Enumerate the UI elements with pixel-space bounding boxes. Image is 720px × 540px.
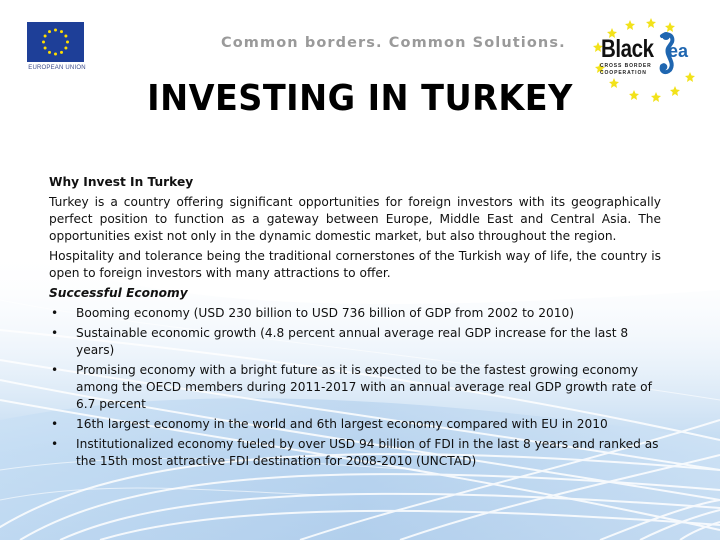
section-subheading: Successful Economy — [49, 286, 188, 300]
list-item-text: Promising economy with a bright future as it is expected to be the fastest growing economy among the OECD members during 2011-2017 with an annual average real GDP growth rate of 6.7 percent — [76, 363, 652, 411]
eu-label: EUROPEAN UNION — [28, 65, 86, 71]
bullet-icon: • — [51, 417, 59, 431]
list-item — [49, 416, 661, 433]
tagline: Common borders. Common Solutions. — [221, 35, 566, 51]
logo-subtitle — [600, 63, 652, 77]
logo-subtitle-line2: COOPERATION — [600, 70, 647, 76]
list-item-text: Institutionalized economy fueled by over USD 94 billion of FDI in the last 8 years and ranked as the 15th most attractive FDI destination for 2008-2010 (UNCTAD) — [76, 437, 659, 468]
list-item — [49, 305, 661, 322]
economy-bullet-list — [49, 305, 661, 470]
logo-subtitle-line1: CROSS BORDER — [600, 63, 652, 69]
section-heading: Why Invest In Turkey — [49, 175, 194, 189]
intro-paragraph: Turkey is a country offering significant opportunities for foreign investors with its geographically perfect position to function as a gateway between Europe, Middle East and Central Asia. The opportunities exist not only in the dynamic domestic market, but also throughout the region. — [49, 195, 661, 243]
list-item-text: 16th largest economy in the world and 6th largest economy compared with EU in 2010 — [76, 417, 608, 431]
list-item-text: Booming economy (USD 230 billion to USD 736 billion of GDP from 2002 to 2010) — [76, 306, 574, 320]
page-title: INVESTING IN TURKEY — [147, 78, 573, 119]
eu-logo — [27, 22, 87, 78]
list-item — [49, 325, 661, 359]
logo-word-black: Black — [601, 35, 654, 63]
bullet-icon: • — [51, 326, 59, 340]
list-item — [49, 362, 661, 413]
list-item — [49, 436, 661, 470]
logo-word-sea: ea — [668, 41, 689, 61]
hospitality-paragraph: Hospitality and tolerance being the traditional cornerstones of the Turkish way of life, the country is open to foreign investors with many attractions to offer. — [49, 249, 661, 280]
list-item-text: Sustainable economic growth (4.8 percent annual average real GDP increase for the last 8 years) — [76, 326, 629, 357]
eu-flag-icon — [27, 22, 84, 62]
bullet-icon: • — [51, 306, 59, 320]
bullet-icon: • — [51, 437, 59, 451]
bullet-icon: • — [51, 363, 59, 377]
slide-body — [49, 174, 661, 473]
